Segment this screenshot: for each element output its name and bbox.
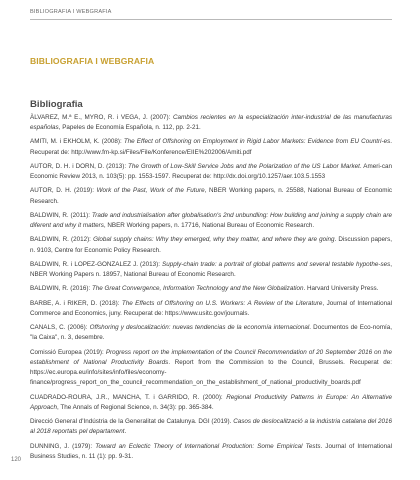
- reference-entry: [30, 235, 392, 256]
- reference-authors: BALDWIN, R. (2016):: [30, 285, 92, 293]
- subheading: Bibliografia: [30, 99, 83, 110]
- reference-authors: DUNNING, J. (1979):: [30, 442, 96, 450]
- reference-entry: [30, 348, 392, 389]
- reference-details: , Journal of International Commerce and Economics, juny. Recuperat de: https://www.usitc.gov/journals.: [30, 299, 393, 317]
- reference-title: Trade and industrialisation after globalisation's 2nd unbundling: How building and joining a supply chain are diferent and why it matters: [30, 211, 392, 230]
- reference-title: Progress report on the implementation of the Council Recommendation of 20 September 2016 on the establishment of National Productivity Boards: [30, 348, 392, 366]
- running-head: BIBLIOGRAFIA I WEBGRAFIA: [30, 9, 112, 15]
- reference-authors: BALDWIN, R. (2012):: [30, 236, 94, 244]
- reference-entry: [30, 323, 392, 344]
- reference-authors: CUADRADO-ROURA, J.R., MANCHA, T. i GARRIDO, R. (2000):: [30, 393, 227, 401]
- reference-details: , Papeles de Economía Española, n. 112, pp. 2-21.: [58, 124, 201, 132]
- reference-entry: [30, 186, 392, 207]
- reference-entry: [30, 393, 392, 414]
- reference-entry: [30, 417, 392, 438]
- reference-title: Supply-chain trade: a portrait of global patterns and several testable hypothe-ses: [162, 260, 391, 268]
- reference-title: The Effects of Offshoring on U.S. Workers: A Review of the Literature: [121, 299, 323, 307]
- reference-details: , NBER Working Papers n. 18957, National Bureau of Economic Research.: [30, 260, 392, 279]
- reference-title: Global supply chains: Why they emerged, why they matter, and where they are going: [93, 236, 335, 244]
- reference-authors: Direcció General d'Indústria de la Generalitat de Catalunya. DGI (2019).: [30, 418, 234, 426]
- reference-details: , The Annals of Regional Science, n. 34(3): pp. 365-384.: [56, 403, 214, 411]
- reference-authors: ÀLVAREZ, M.ª E., MYRO, R. i VEGA, J. (2007):: [30, 114, 173, 121]
- reference-details: , NBER Working papers, n. 25588, National Bureau of Economic Research.: [30, 187, 393, 205]
- page-number: 120: [11, 457, 22, 463]
- reference-title: The Great Convergence, Information Technology and the New Globalization: [91, 285, 304, 293]
- reference-details: . Recuperat de: http://www.fm-kp.si/Files/File/Konference/EIIE%202006/Amiti.pdf: [30, 138, 392, 156]
- reference-entry: [30, 137, 392, 158]
- reference-title: The Growth of Low-Skill Service Jobs and the Polarization of the US Labor Market: [128, 162, 360, 170]
- reference-authors: AUTOR, D. H. (2019):: [30, 187, 97, 195]
- reference-authors: Comissió Europea (2019):: [30, 348, 106, 356]
- reference-authors: AUTOR, D. H. i DORN, D. (2013):: [30, 162, 129, 170]
- reference-title: Offshoring y deslocalización: nuevas tendencias de la economía internacional: [89, 324, 310, 332]
- reference-title: Toward an Eclectic Theory of International Production: Some Empirical Tests: [95, 442, 321, 450]
- reference-details: . Report from the Commission to the Council, Brussels. Recuperat de: https://ec.europa.eu/info/sites/info/files/economy-finance/progress_report_on_the_council_recommendation_on_the_establishment_of_national_productivity_boards.pdf: [30, 358, 393, 387]
- reference-entry: [30, 162, 392, 183]
- reference-entry: [30, 211, 392, 232]
- reference-details: , NBER Working papers, n. 17716, National Bureau of Economic Research.: [103, 222, 315, 230]
- reference-entry: [30, 113, 392, 134]
- reference-title: Work of the Past, Work of the Future: [96, 187, 205, 195]
- reference-authors: CANALS, C. (2006):: [30, 324, 90, 332]
- reference-list: [30, 113, 392, 466]
- reference-details: . Journal of International Business Studies, n. 11 (1): pp. 9-31.: [30, 442, 393, 460]
- reference-title: Casos de deslocalització a la indústria catalana del 2016 al 2018 reportats pel departament: [30, 418, 392, 436]
- reference-authors: BALDWIN, R. i LOPEZ-GONZALEZ J. (2013):: [30, 260, 163, 268]
- reference-title: Cambios recientes en la especialización inter-industrial de las manufacturas españolas: [30, 114, 392, 132]
- reference-entry: [30, 442, 392, 463]
- reference-entry: [30, 260, 392, 281]
- reference-details: .: [124, 428, 127, 436]
- header-divider: [30, 19, 392, 20]
- reference-title: The Effect of Offshoring on Employment in Rigid Labor Markets: Evidence from EU Countri-es: [123, 138, 391, 146]
- reference-details: . Discussion papers, n. 9103, Centre for Economic Policy Research.: [30, 236, 392, 254]
- reference-authors: BARBE, A. i RIKER, D. (2018):: [30, 299, 122, 307]
- reference-details: . Harvard University Press.: [303, 285, 379, 293]
- reference-entry: [30, 299, 392, 320]
- section-title: BIBLIOGRAFIA I WEBGRAFIA: [30, 56, 155, 66]
- reference-entry: [30, 284, 392, 294]
- reference-authors: BALDWIN, R. (2011):: [30, 211, 92, 219]
- reference-title: Regional Productivity Patterns in Europe: An Alternative Approach: [30, 393, 392, 411]
- reference-details: . Ameri-can Economic Review 2013, n. 103(5): pp. 1553-1597. Recuperat de: http://dx.doi.org/10.1257/aer.103.5.1553: [30, 162, 392, 181]
- reference-details: . Documentos de Eco-nomía, "la Caixa", n. 3, desembre.: [30, 324, 392, 342]
- reference-authors: AMITI, M. i EKHOLM, K. (2008):: [30, 138, 124, 146]
